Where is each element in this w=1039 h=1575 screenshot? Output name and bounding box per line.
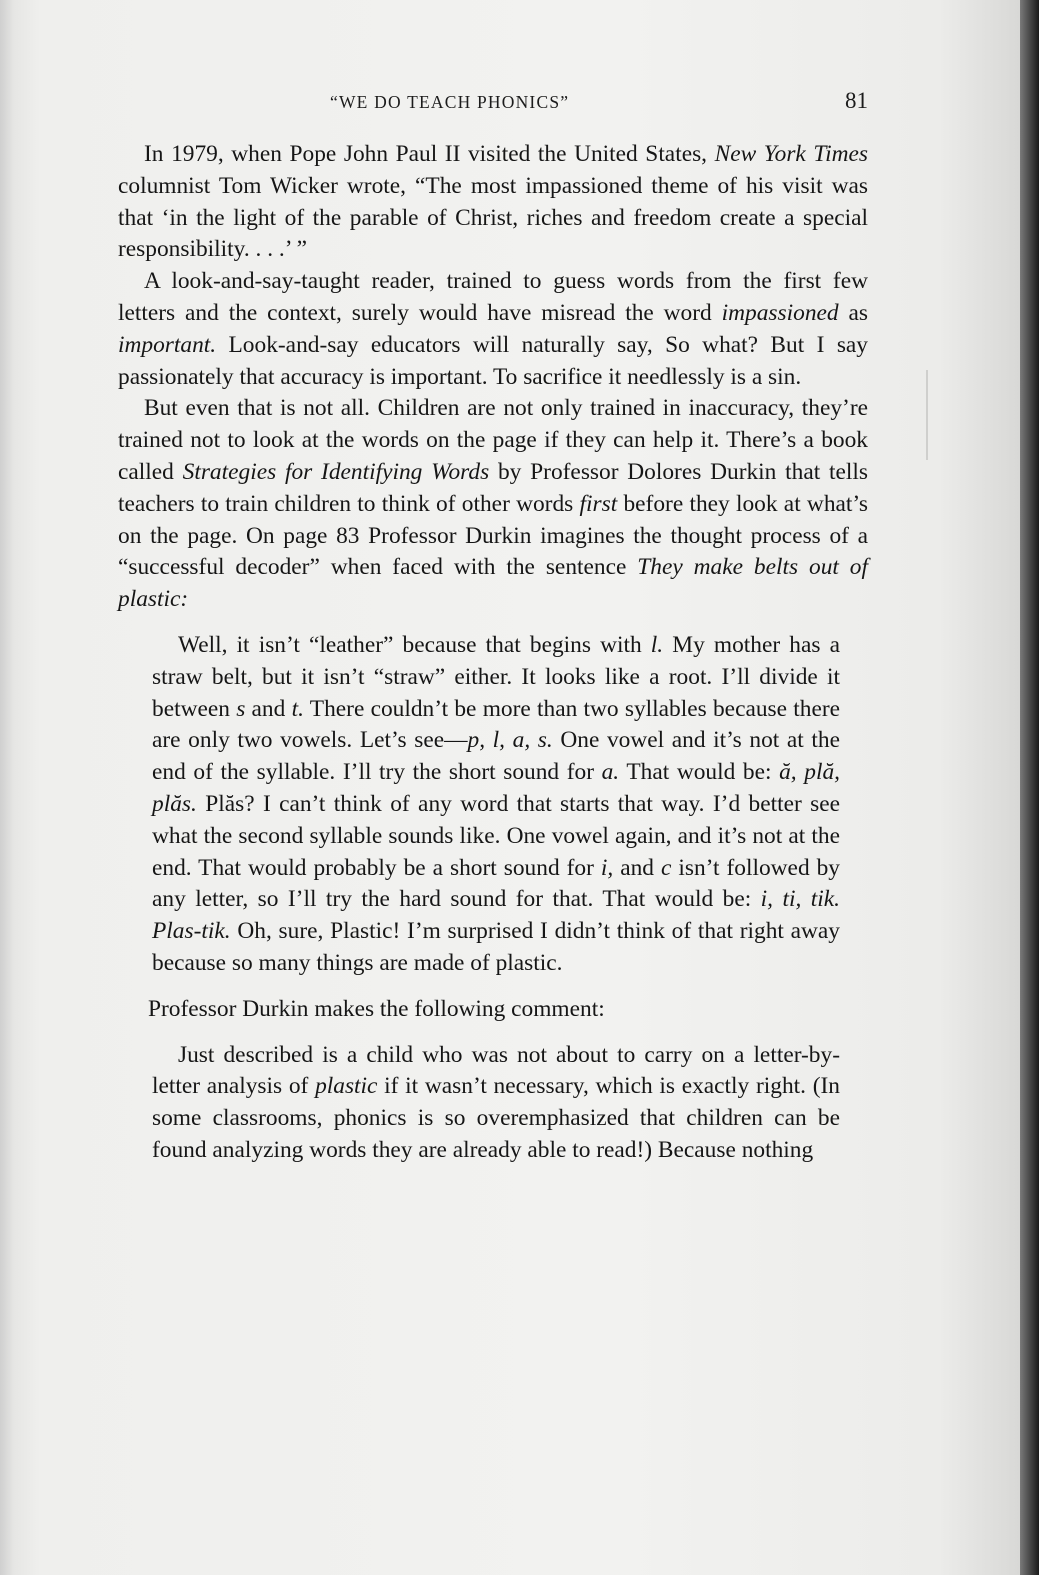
text-run: There couldn’t be more than two syllables because there are only two vowels. Let’s see— <box>152 695 841 754</box>
book-spine-shadow <box>1020 0 1039 1575</box>
running-title: “WE DO TEACH PHONICS” <box>330 92 570 112</box>
italic-word: c <box>660 854 672 881</box>
italic-word: first <box>579 490 618 517</box>
text-run: Well, it isn’t “leather” because that begins with <box>178 631 651 658</box>
text-run: isn’t followed by any letter, so I’ll try the hard sound for that. That would be: <box>152 854 841 913</box>
text-run: A look-and-say-taught reader, trained to guess words from the first few letters and the context, surely would have misread the word <box>118 268 868 326</box>
paragraph-look-and-say <box>118 266 868 393</box>
text-run: One vowel and it’s not at the end of the syllable. I’ll try the short sound for <box>152 727 840 786</box>
italic-word: a. <box>601 759 620 786</box>
italic-word: important. <box>118 331 217 358</box>
text-run: and <box>613 854 661 881</box>
paragraph-pope-visit <box>118 139 868 266</box>
italic-word: l. <box>650 631 664 658</box>
text-run: and <box>245 695 292 722</box>
body-text <box>118 139 868 1181</box>
paragraph-durkin-book <box>118 393 868 616</box>
italic-word: plastic <box>315 1073 378 1100</box>
italic-word: i, <box>600 854 614 881</box>
text-run: That would be: <box>619 759 780 786</box>
block-quote-comment <box>152 1040 840 1167</box>
text-run: My mother has a straw belt, but it isn’t “straw” either. It looks like a root. I’ll divide it between <box>152 631 840 722</box>
example-sentence: They make belts out of plastic: <box>118 554 868 613</box>
italic-word: p, l, a, s. <box>467 727 553 754</box>
text-run: by Professor Dolores Durkin that tells teachers to train children to think of other words <box>118 458 868 517</box>
book-title: Strategies for Identifying Words <box>182 458 490 485</box>
italic-word: i, ti, tik. Plas-tik. <box>152 886 840 945</box>
text-run: Look-and-say educators will naturally say, So what? But I say passionately that accuracy is important. To sacrifice it needlessly is a sin. <box>118 331 868 390</box>
text-run: columnist Tom Wicker wrote, “The most impassioned theme of his visit was that ‘in the light of the parable of Christ, riches and freedom create a special responsibility. . . .’ ” <box>118 172 868 263</box>
text-run: if it wasn’t necessary, which is exactly right. (In some classrooms, phonics is so overemphasized that children can be found analyzing words they are already able to read!) Because nothing <box>152 1073 840 1163</box>
running-head <box>120 88 868 118</box>
italic-word: ă, plă, plăs. <box>152 759 840 817</box>
text-run: In 1979, when Pope John Paul II visited the United States, <box>144 141 715 167</box>
block-quote-decoder <box>152 630 840 980</box>
newspaper-title: New York Times <box>714 141 868 167</box>
text-run: Just described is a child who was not about to carry on a letter-by-letter analysis of <box>152 1041 840 1100</box>
text-run: before they look at what’s on the page. On page 83 Professor Durkin imagines the thought process of a “successful decoder” when faced with the sentence <box>118 490 869 581</box>
paragraph-durkin-comment: Professor Durkin makes the following comment: <box>148 995 605 1022</box>
italic-word: impassioned <box>721 299 839 326</box>
text-run: Oh, sure, Plastic! I’m surprised I didn’t think of that right away because so many things are made of plastic. <box>152 918 840 976</box>
text-run: as <box>838 299 868 326</box>
bleed-through-mark <box>926 370 938 460</box>
italic-word: s <box>236 695 246 722</box>
page-number: 81 <box>845 88 868 113</box>
text-run: But even that is not all. Children are not only trained in inaccuracy, they’re trained not to look at the words on the page if they can help it. There’s a book called <box>118 395 868 485</box>
text-run: Plăs? I can’t think of any word that starts that way. I’d better see what the second syllable sounds like. One vowel again, and it’s not at the end. That would probably be a short sound for <box>152 790 840 881</box>
italic-word: t. <box>291 695 304 722</box>
